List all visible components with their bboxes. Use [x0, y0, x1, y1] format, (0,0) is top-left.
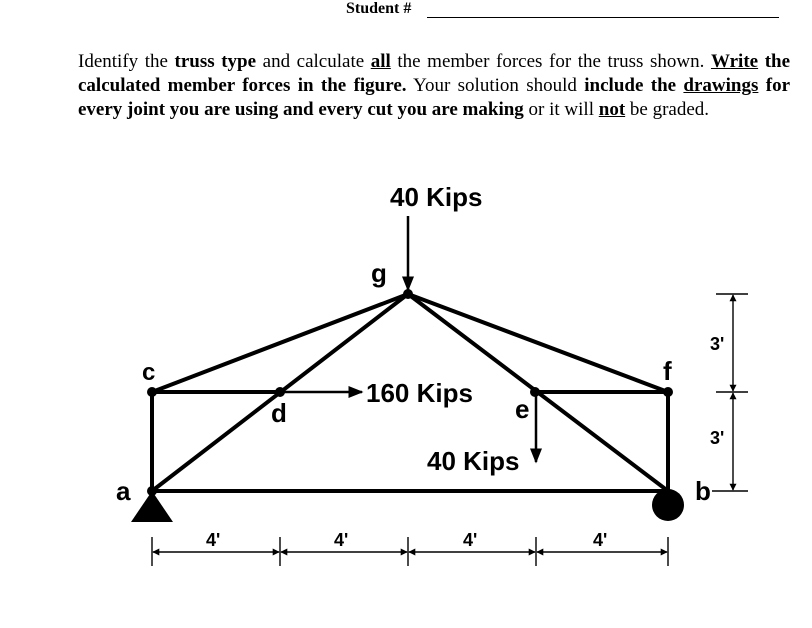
joint-label-e: e [515, 394, 530, 424]
vertical-dimension-labels [708, 333, 732, 449]
dim-label-rise-upper: 3' [710, 334, 725, 354]
instr-underline-all: all [370, 51, 391, 72]
applied-loads [280, 216, 536, 462]
joint-label-f: f [663, 356, 672, 386]
instr-underline-drawings: drawings [683, 75, 759, 96]
instr-bold-text: for every joint you are using and every cut you are making [78, 75, 790, 120]
instr-text: be graded. [625, 99, 710, 120]
joint-label-d: d [271, 398, 287, 428]
instr-text: Identify the [78, 51, 175, 72]
instr-bold-text: the calculated member forces in the figure. [78, 51, 791, 96]
instr-underline-not: not [598, 99, 626, 120]
joint-label-a: a [116, 476, 131, 506]
joint-label-c: c [142, 359, 156, 386]
instr-text: the member forces for the truss shown. [390, 51, 711, 72]
joint-c [147, 387, 157, 397]
dim-label-rise-lower: 3' [710, 428, 725, 448]
student-number-label: Student # [346, 0, 412, 17]
instr-bold-truss-type: truss type [174, 51, 257, 72]
roller-support-icon [652, 489, 684, 521]
load-label-top: 40 Kips [390, 182, 483, 212]
instr-text: and calculate [256, 51, 371, 72]
dim-label-span-4: 4' [593, 530, 608, 550]
joint-g [403, 289, 413, 299]
dim-label-span-2: 4' [334, 530, 349, 550]
instr-text: or it will [523, 99, 599, 120]
instr-text: Your solution should [406, 75, 585, 96]
dim-label-span-1: 4' [206, 530, 221, 550]
instr-underline-write: Write [710, 51, 759, 72]
load-label-horizontal: 160 Kips [366, 378, 473, 408]
load-label-vertical: 40 Kips [427, 446, 520, 476]
joint-label-g: g [371, 258, 387, 288]
joint-label-b: b [695, 476, 711, 506]
pin-support-icon [131, 491, 173, 522]
joint-f [663, 387, 673, 397]
vertical-dimensions [712, 294, 748, 491]
instr-bold-text: include the [584, 75, 684, 96]
dim-label-span-3: 4' [463, 530, 478, 550]
